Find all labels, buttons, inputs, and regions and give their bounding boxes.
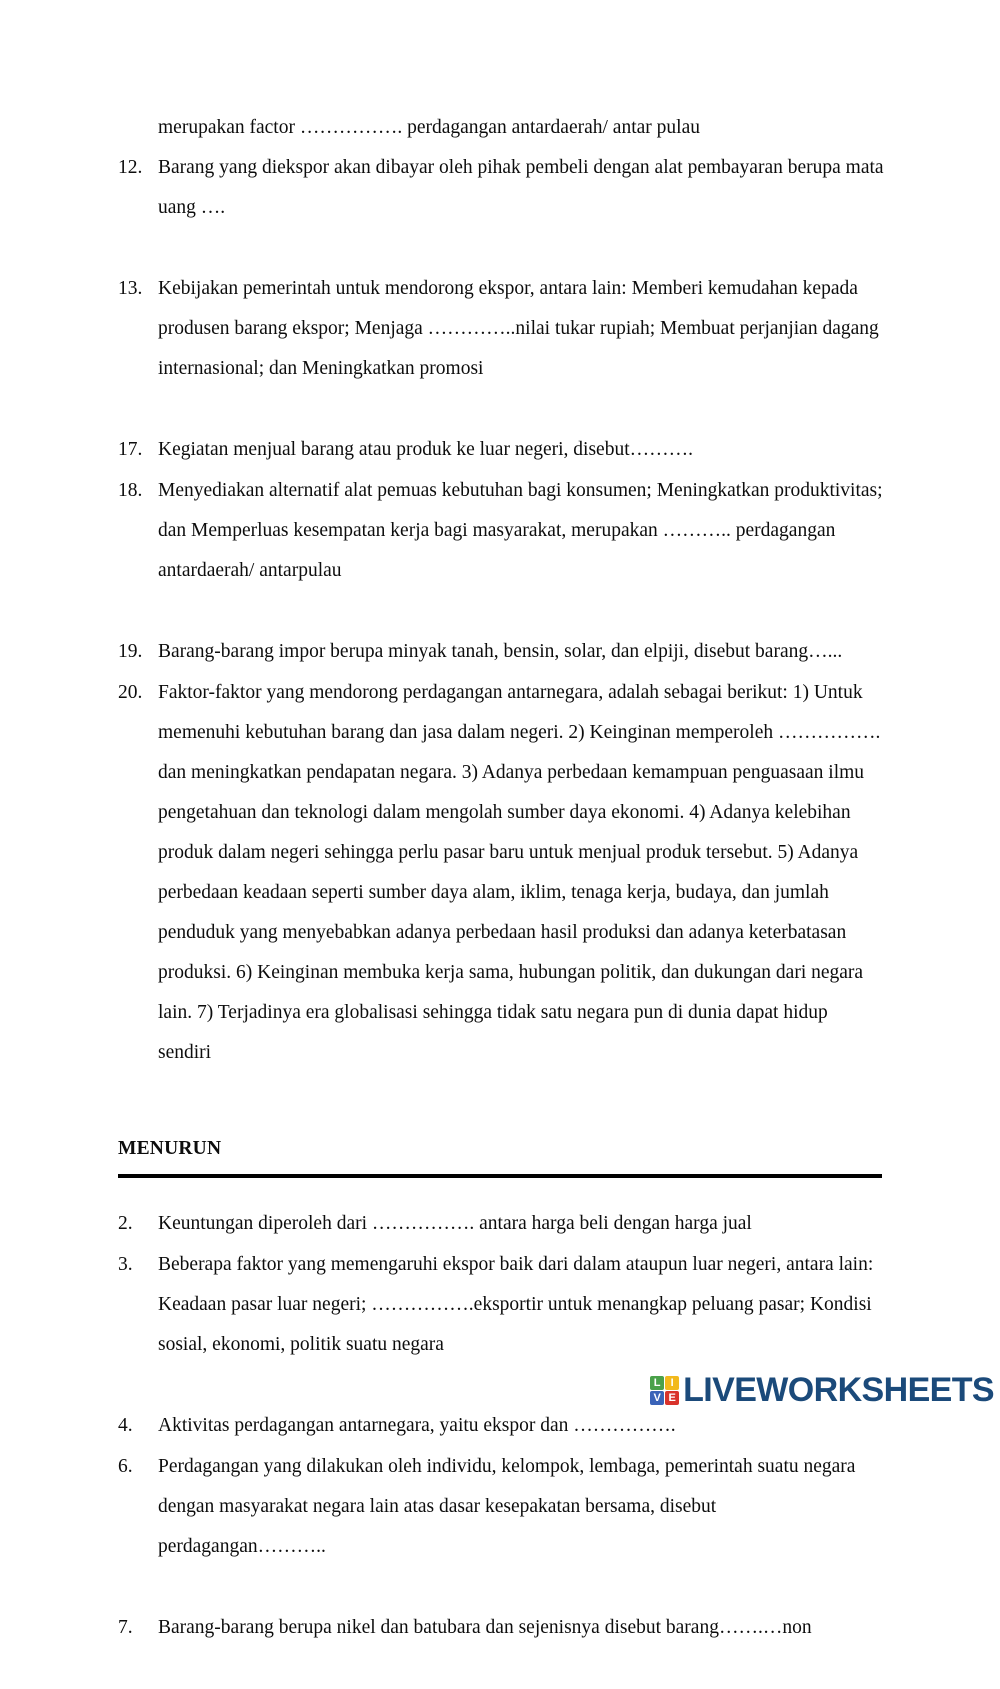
down-question-list: [118, 1204, 884, 1688]
question-number: 13.: [118, 278, 143, 299]
question-text: Barang-barang impor berupa minyak tanah, bensin, solar, dan elpiji, disebut barang…...: [158, 641, 843, 662]
down-section: [118, 1135, 884, 1688]
section-heading-menurun: MENURUN: [118, 1138, 222, 1159]
worksheet-content: [118, 108, 884, 1689]
across-question-list: [118, 148, 884, 1113]
liveworksheets-logo[interactable]: [650, 1373, 994, 1407]
question-text: Aktivitas perdagangan antarnegara, yaitu ekspor dan …………….: [158, 1415, 676, 1436]
question-text: Menyediakan alternatif alat pemuas kebutuhan bagi konsumen; Meningkatkan produktivitas; dan Memperluas kesempatan kerja bagi masyarakat, merupakan ……….. perdagangan antardaerah/ antarpulau: [158, 480, 883, 581]
liveworksheets-mark-icon: [650, 1376, 679, 1405]
question-item-13: [118, 269, 884, 429]
question-text: Beberapa faktor yang memengaruhi ekspor baik dari dalam ataupun luar negeri, antara lain: Keadaan pasar luar negeri; …………….eksportir untuk menangkap peluang pasar; Kondisi sosial, ekonomi, politik suatu negara: [158, 1254, 874, 1355]
question-number: 4.: [118, 1415, 133, 1436]
question-item-18: [118, 471, 884, 631]
question-number: 19.: [118, 641, 143, 662]
across-section: [118, 108, 884, 1113]
question-text: Kebijakan pemerintah untuk mendorong ekspor, antara lain: Memberi kemudahan kepada produsen barang ekspor; Menjaga …………..nilai tukar rupiah; Membuat perjanjian dagang internasional; dan Meningkatkan promosi: [158, 278, 879, 379]
question-number: 18.: [118, 480, 143, 501]
question-text: Keuntungan diperoleh dari ……………. antara harga beli dengan harga jual: [158, 1213, 752, 1234]
liveworksheets-wordmark: LIVEWORKSHEETS: [683, 1371, 994, 1409]
question-item-7: [118, 1608, 884, 1688]
question-number: 7.: [118, 1617, 133, 1638]
question-item-6: [118, 1447, 884, 1607]
question-item-2: [118, 1204, 884, 1244]
logo-cell-l: L: [650, 1376, 664, 1390]
question-number: 3.: [118, 1254, 133, 1275]
question-text: Barang yang diekspor akan dibayar oleh pihak pembeli dengan alat pembayaran berupa mata uang ….: [158, 157, 884, 218]
question-item-17: [118, 430, 884, 470]
question-number: 20.: [118, 682, 143, 703]
lead-paragraph: merupakan factor ……………. perdagangan antardaerah/ antar pulau: [158, 117, 700, 138]
logo-cell-v: V: [650, 1391, 664, 1405]
section-divider-rule: [118, 1174, 882, 1178]
question-text: Kegiatan menjual barang atau produk ke luar negeri, disebut……….: [158, 439, 693, 460]
logo-cell-i: I: [665, 1376, 679, 1390]
question-text: Faktor-faktor yang mendorong perdagangan antarnegara, adalah sebagai berikut: 1) Untuk memenuhi kebutuhan barang dan jasa dalam negeri. 2) Keinginan memperoleh ……………. dan meningkatkan pendapatan negara. 3) Adanya perbedaan kemampuan penguasaan ilmu pengetahuan dan teknologi dalam mengolah sumber daya ekonomi. 4) Adanya kelebihan produk dalam negeri sehingga perlu pasar baru untuk menjual produk tersebut. 5) Adanya perbedaan keadaan seperti sumber daya alam, iklim, tenaga kerja, budaya, dan jumlah penduduk yang menyebabkan adanya perbedaan hasil produksi dan adanya keterbatasan produksi. 6) Keinginan membuka kerja sama, hubungan politik, dan dukungan dari negara lain. 7) Terjadinya era globalisasi sehingga tidak satu negara pun di dunia dapat hidup sendiri: [158, 682, 881, 1063]
logo-cell-e: E: [665, 1391, 679, 1405]
question-number: 17.: [118, 439, 143, 460]
question-number: 6.: [118, 1456, 133, 1477]
question-item-4: [118, 1406, 884, 1446]
question-number: 2.: [118, 1213, 133, 1234]
question-number: 12.: [118, 157, 143, 178]
question-text: Barang-barang berupa nikel dan batubara dan sejenisnya disebut barang…….…non: [158, 1617, 812, 1638]
question-text: Perdagangan yang dilakukan oleh individu, kelompok, lembaga, pemerintah suatu negara dengan masyarakat negara lain atas dasar kesepakatan bersama, disebut perdagangan………..: [158, 1456, 856, 1557]
question-item-20: [118, 673, 884, 1113]
question-item-12: [118, 148, 884, 268]
question-item-19: [118, 632, 884, 672]
